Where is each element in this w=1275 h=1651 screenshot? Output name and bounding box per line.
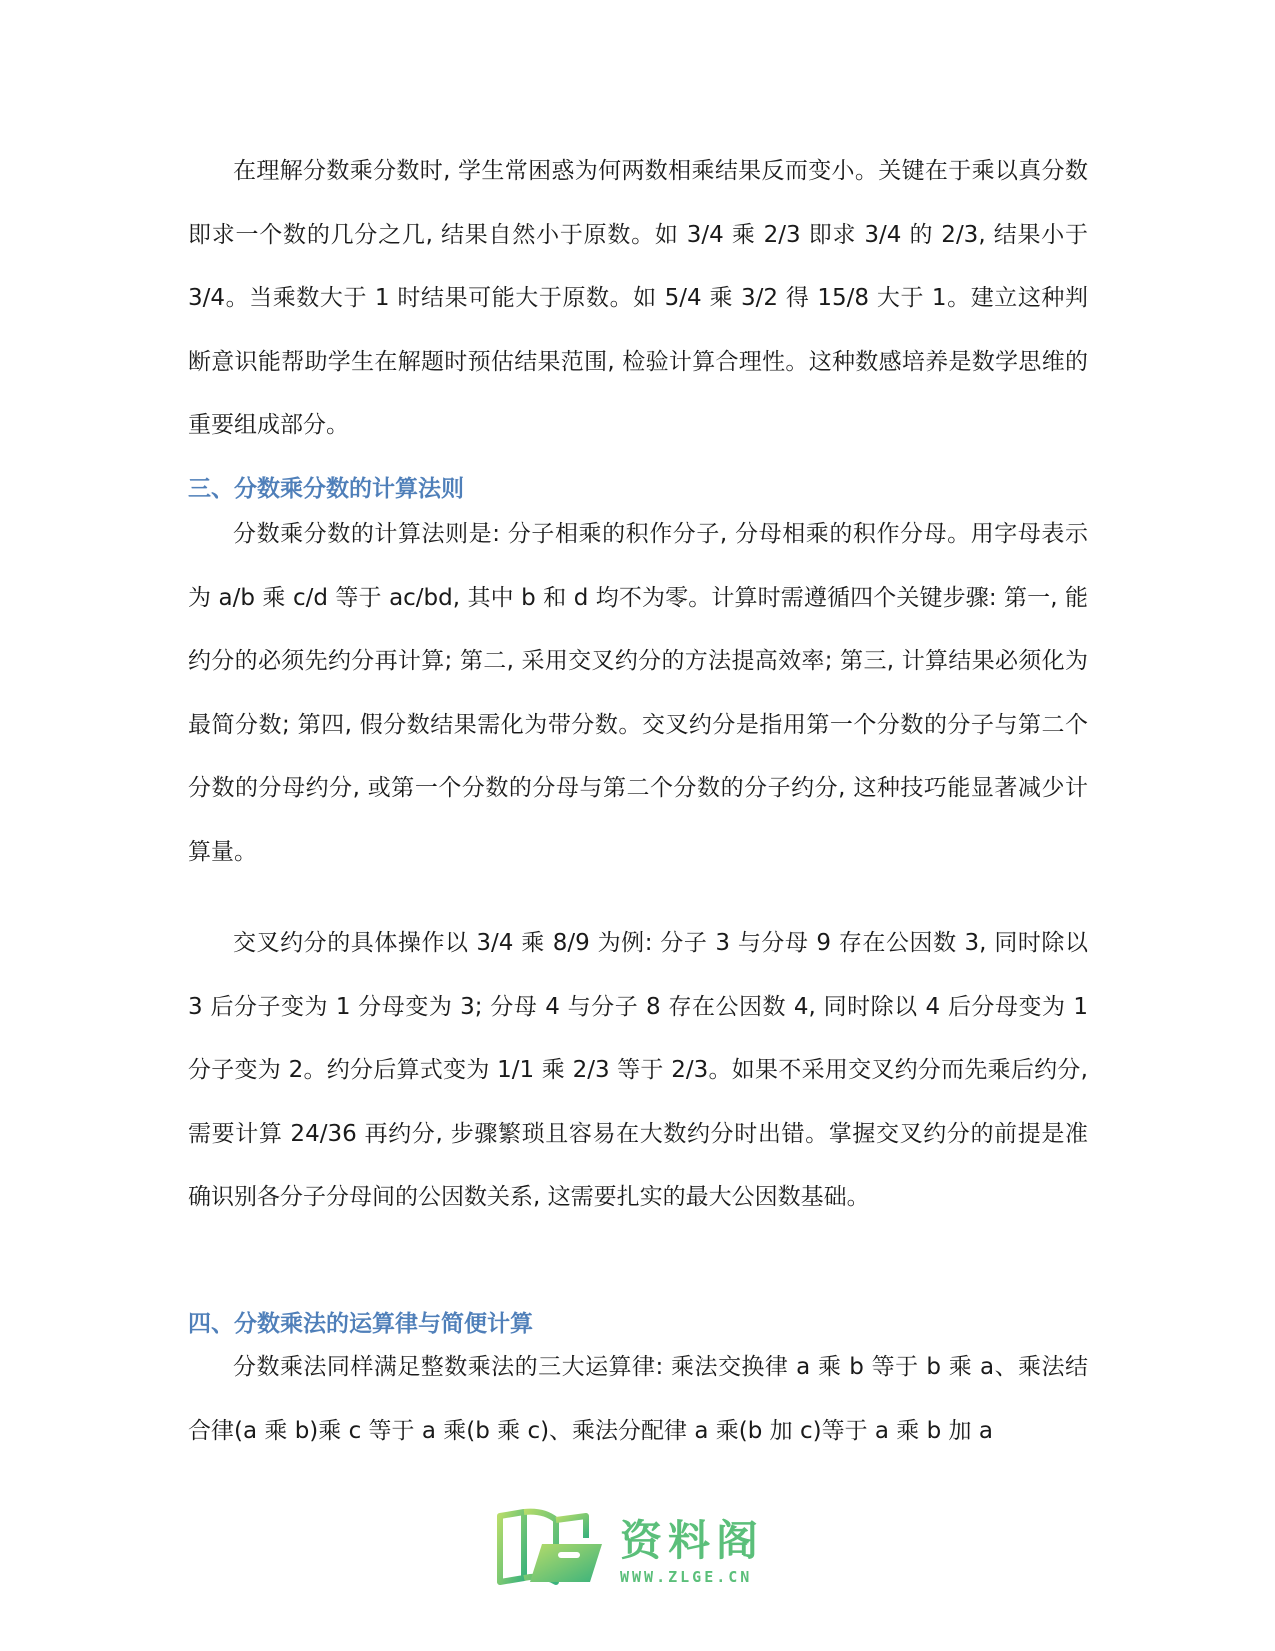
paragraph-calculation-rule: 分数乘分数的计算法则是: 分子相乘的积作分子, 分母相乘的积作分母。用字母表示为 a/b 乘 c/d 等于 ac/bd, 其中 b 和 d 均不为零。计算时需遵循四个关键步骤: 第一, 能约分的必须先约分再计算; 第二, 采用交叉约分的方法提高效率; 第三, 计算结果必须化为最简分数; 第四, 假分数结果需化为带分数。交叉约分是指用第一个分数的分子与第二个分数的分母约分, 或第一个分数的分母与第二个分数的分子约分, 这种技巧能显著减少计算量。	[188, 521, 1088, 865]
paragraph-fraction-intuition: 在理解分数乘分数时, 学生常困惑为何两数相乘结果反而变小。关键在于乘以真分数即求一个数的几分之几, 结果自然小于原数。如 3/4 乘 2/3 即求 3/4 的 2/3, 结果小于 3/4。当乘数大于 1 时结果可能大于原数。如 5/4 乘 3/2 得 15/8 大于 1。建立这种判断意识能帮助学生在解题时预估结果范围, 检验计算合理性。这种数感培养是数学思维的重要组成部分。	[188, 158, 1088, 438]
book-folder-icon	[496, 1508, 608, 1586]
section-heading-3: 三、分数乘分数的计算法则	[188, 476, 464, 502]
logo-url: WWW.ZLGE.CN	[620, 1568, 753, 1586]
paragraph-cross-cancellation: 交叉约分的具体操作以 3/4 乘 8/9 为例: 分子 3 与分母 9 存在公因数 3, 同时除以 3 后分子变为 1 分母变为 3; 分母 4 与分子 8 存在公因数 4, 同时除以 4 后分母变为 1 分子变为 2。约分后算式变为 1/1 乘 2/3 等于 2/3。如果不采用交叉约分而先乘后约分, 需要计算 24/36 再约分, 步骤繁琐且容易在大数约分时出错。掌握交叉约分的前提是准确识别各分子分母间的公因数关系, 这需要扎实的最大公因数基础。	[188, 930, 1088, 1210]
footer-logo	[496, 1508, 786, 1598]
paragraph-operation-laws: 分数乘法同样满足整数乘法的三大运算律: 乘法交换律 a 乘 b 等于 b 乘 a、乘法结合律(a 乘 b)乘 c 等于 a 乘(b 乘 c)、乘法分配律 a 乘(b 加 c)等于 a 乘 b 加 a	[188, 1354, 1088, 1444]
section-heading-4: 四、分数乘法的运算律与简便计算	[188, 1311, 533, 1337]
logo-text: 资料阁	[620, 1516, 765, 1565]
